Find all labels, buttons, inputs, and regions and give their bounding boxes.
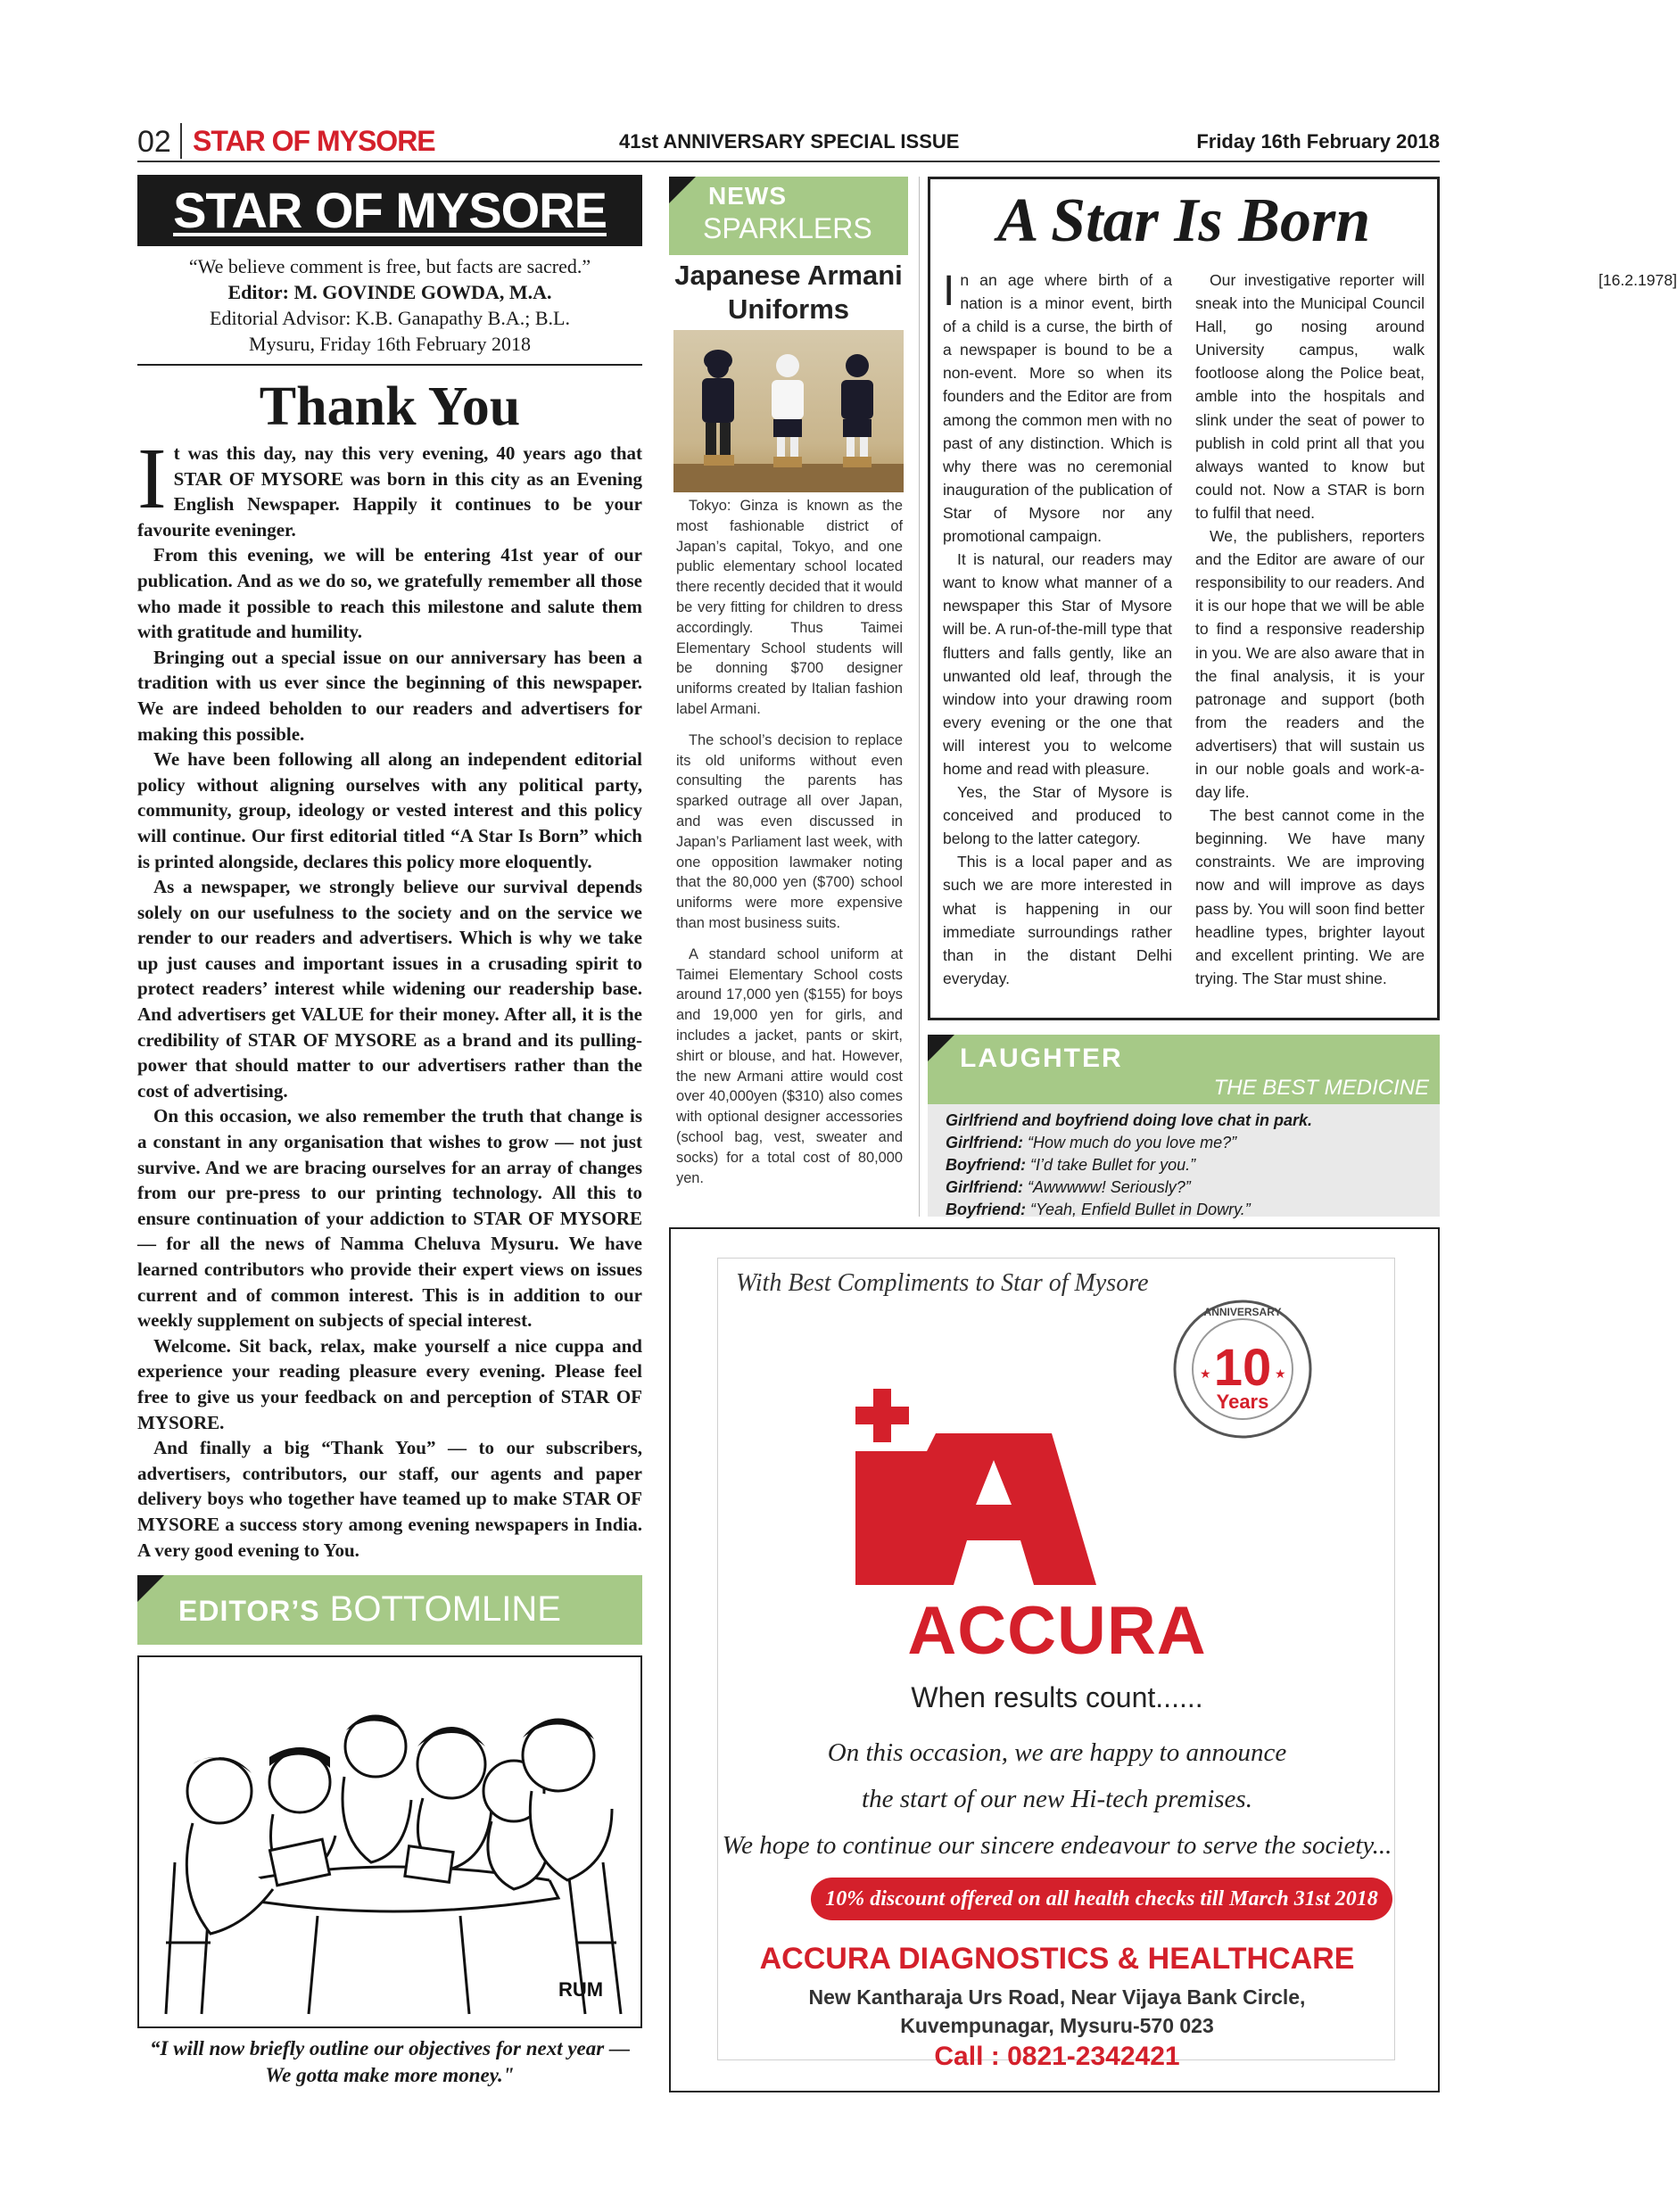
- header-brand: STAR OF MYSORE: [193, 125, 435, 157]
- ad-phone: Call : 0821-2342421: [934, 2042, 1180, 2071]
- advertisement-frame: [669, 1227, 1440, 2092]
- svg-text:★: ★: [1200, 1368, 1211, 1382]
- first-editorial-lead: n an age where birth of a nation is a minor event, birth of a child is a curse, the birth of a newspaper is bound to be a non-event. More so when its founders and the Editor are from among the common men with no past of any distinction. Which is why there was no ceremonial inauguration of the publication of Star of Mysore nor any promotional campaign.: [943, 271, 1172, 546]
- issue-date: Friday 16th February 2018: [1196, 130, 1440, 153]
- news-paragraph: A standard school uniform at Taimei Elementary School costs around 17,000 yen ($155) for boys and 19,000 yen for girls, and includes a jacket, pants or skirt, shirt or blouse, and hat. However, the new Armani attire would cost over 40,000yen ($310) also comes with optional designer accessories (school bag, vest, sweater and socks) for a total cost of 80,000 yen.: [676, 945, 903, 1186]
- dateline: Mysuru, Friday 16th February 2018: [249, 333, 531, 355]
- editor-line: Editor: M. GOVINDE GOWDA, M.A.: [227, 281, 552, 303]
- editorial-paragraph: Welcome. Sit back, relax, make yourself a nice cuppa and experience your reading pleasure every evening. Please feel free to give us your feedback on and perception of STAR OF MYSORE.: [137, 1334, 642, 1433]
- news-sparklers-banner: [669, 177, 908, 255]
- first-editorial-paragraph: Yes, the Star of Mysore is conceived and produced to belong to the latter category.: [943, 783, 1172, 848]
- ad-address-line: Kuvempunagar, Mysuru-570 023: [900, 2014, 1214, 2037]
- editorial-cartoon: [137, 1655, 642, 2028]
- joke-speaker: Girlfriend:: [946, 1178, 1024, 1196]
- editorial-paragraph: On this occasion, we also remember the truth that change is a constant in any organisation that wishes to grow — not just survive. And we are bracing ourselves for an array of changes from our pre-press to our printing technology. All this to ensure continuation of your addiction to STAR OF MYSORE — for all the news of Namma Cheluva Mysuru. We have learned contributors who provide their expert views on issues current and of common interest. This is in addition to our weekly supplement on subjects of special interest.: [137, 1105, 642, 1332]
- joke-line: [946, 1132, 1422, 1154]
- cartoon-caption: “I will now briefly outline our objectives for next year — We gotta make more money.": [150, 2037, 630, 2086]
- news-headline: Japanese Armani Uniforms: [674, 260, 903, 325]
- first-editorial-title: A Star Is Born: [996, 186, 1371, 255]
- advisor-line: Editorial Advisor: K.B. Ganapathy B.A.; B.L.: [210, 307, 570, 329]
- page-number: 02: [137, 125, 171, 159]
- first-editorial-paragraph: This is a local paper and as such we are more interested in what is happening in our immediate surroundings rather than in the distant Delhi everyday.: [943, 853, 1172, 987]
- mannequins-illustration: [673, 330, 904, 492]
- news-banner-bold: NEWS: [708, 182, 787, 210]
- joke-text: “How much do you love me?”: [1028, 1134, 1237, 1151]
- news-banner-text: SPARKLERS: [703, 212, 872, 244]
- editorial-lead: t was this day, nay this very evening, 40 years ago that STAR OF MYSORE was born in this city as an Evening English Newspaper. Happily it continues to be your favourite eveninger.: [137, 442, 642, 541]
- joke-line: [946, 1154, 1422, 1176]
- first-editorial-paragraph: The best cannot come in the beginning. We have many constraints. We are improving now and will improve as days pass by. You will soon find better headline types, brighter layout and excellent printing. We are trying. The Star must shine.: [1195, 806, 1425, 987]
- bottomline-banner: [137, 1575, 642, 1645]
- first-editorial-body: [943, 268, 1677, 1009]
- editorial-paragraph: And finally a big “Thank You” — to our subscribers, advertisers, contributors, our staff, our agents and paper delivery boys who together have teamed up to make STAR OF MYSORE a success story among evening newspapers in India. A very good evening to You.: [137, 1437, 642, 1561]
- ad-tagline: [718, 1681, 1396, 1714]
- editorial-dropcap: I: [137, 431, 167, 527]
- laughter-banner: [928, 1035, 1440, 1104]
- first-editorial-box: [928, 177, 1677, 1020]
- joke-intro: Girlfriend and boyfriend doing love chat in park.: [946, 1111, 1313, 1129]
- motto: “We believe comment is free, but facts are sacred.”: [188, 255, 591, 277]
- advertisement: [717, 1258, 1395, 2071]
- laughter-banner-subtitle: THE BEST MEDICINE: [1213, 1076, 1429, 1100]
- ad-announcement: [718, 1729, 1396, 1869]
- joke-text: “Yeah, Enfield Bullet in Dowry.”: [1030, 1201, 1251, 1218]
- page-header: [137, 123, 1440, 162]
- editorial-paragraph: From this evening, we will be entering 41st year of our publication. And as we do so, we gratefully remember all those who made it possible to reach this milestone and salute them with gratitude and humility.: [137, 544, 642, 643]
- discount-pill: 10% discount offered on all health checks till March 31st 2018: [811, 1878, 1392, 1920]
- joke-line: [946, 1199, 1422, 1221]
- masthead-title: STAR OF MYSORE: [173, 182, 607, 238]
- editorial-paragraph: Bringing out a special issue on our anniversary has been a tradition with us ever since the beginning of this newspaper. We are indeed beholden to our readers and advertisers for making this possible.: [137, 646, 642, 745]
- ad-announcement-line: On this occasion, we are happy to announce: [827, 1738, 1287, 1767]
- news-paragraph: Tokyo: Ginza is known as the most fashionable district of Japan’s capital, Tokyo, and one public elementary school located there recently decided that it would be very fitting for children to dress accordingly. Thus Taimei Elementary School students will be donning $700 designer uniforms created by Italian fashion label Armani.: [676, 498, 903, 717]
- issue-label: 41st ANNIVERSARY SPECIAL ISSUE: [619, 130, 960, 153]
- joke-line: [946, 1176, 1422, 1199]
- ad-brand: ACCURA: [907, 1593, 1207, 1669]
- joke-speaker: Boyfriend:: [946, 1201, 1026, 1218]
- joke-speaker: Girlfriend:: [946, 1134, 1024, 1151]
- cartoon-drawing: [139, 1657, 640, 2026]
- seal-word: Years: [1216, 1391, 1269, 1413]
- news-body: [676, 496, 903, 1199]
- svg-text:★: ★: [1275, 1368, 1286, 1382]
- editorial-paragraph: We have been following all along an independent editorial policy without aligning ourselves with any political party, community, group, ideology or vested interest and this policy will continue. Our first editorial titled “A Star Is Born” which is printed alongside, declares this policy more eloquently.: [137, 748, 642, 872]
- first-editorial-date: [16.2.1978]: [1598, 271, 1677, 289]
- corner-triangle-icon: [669, 177, 696, 203]
- masthead-info: [137, 253, 642, 357]
- anniversary-seal-icon: [1171, 1298, 1314, 1440]
- bottomline-banner-bold: EDITOR’S: [178, 1595, 320, 1627]
- joke-text: “Awwwww! Seriously?”: [1028, 1178, 1191, 1196]
- editorial-title: Thank You: [259, 376, 521, 437]
- editorial-body: [137, 431, 642, 1563]
- corner-triangle-icon: [928, 1035, 954, 1061]
- ad-announcement-line: We hope to continue our sincere endeavour to serve the society...: [722, 1831, 1392, 1860]
- joke-text: “I’d take Bullet for you.”: [1030, 1156, 1196, 1174]
- laughter-banner-title: LAUGHTER: [960, 1044, 1123, 1073]
- header-divider: [180, 123, 182, 159]
- masthead: [137, 175, 642, 246]
- masthead-rule: [137, 364, 642, 366]
- ad-address: [718, 1983, 1396, 2040]
- news-paragraph: The school’s decision to replace its old uniforms without even consulting the parents has sparked outrage all over Japan, and was even discussed in Japan’s Parliament last week, with one opposition lawmaker noting that the 80,000 yen ($700) school uniforms were more expensive than most business suits.: [676, 731, 903, 931]
- column-rule: [919, 177, 920, 1217]
- cartoon-signature: RUM: [558, 1978, 604, 2001]
- joke-speaker: Boyfriend:: [946, 1156, 1026, 1174]
- joke-box: [928, 1104, 1440, 1217]
- ad-address-line: New Kantharaja Urs Road, Near Vijaya Bank Circle,: [808, 1985, 1306, 2009]
- corner-triangle-icon: [137, 1575, 164, 1602]
- first-editorial-dropcap: I: [943, 268, 955, 315]
- ad-compliments: With Best Compliments to Star of Mysore: [736, 1269, 1149, 1297]
- first-editorial-paragraph: It is natural, our readers may want to know what manner of a newspaper this Star of Mysore will be. A run-of-the-mill type that flutters and falls gently, like an unwanted old leaf, through the window into your drawing room every evening or the one that will interest you to welcome home and read with pleasure.: [943, 550, 1172, 778]
- first-editorial-lead-paragraph: [943, 268, 1172, 548]
- first-editorial-paragraph: We, the publishers, reporters and the Editor are aware of our responsibility to our readers. And it is our hope that we will be able to find a responsive readership in you. We are also aware that in the final analysis, it is your patronage and support (both from the readers and the advertisers) that will sustain us in our noble goals and work-a-day life.: [1195, 527, 1425, 802]
- editorial-lead-paragraph: [137, 431, 642, 542]
- ad-tagline-text: When results count......: [911, 1681, 1203, 1713]
- ad-company-name: ACCURA DIAGNOSTICS & HEALTHCARE: [759, 1942, 1355, 1976]
- seal-number: 10: [1213, 1339, 1272, 1397]
- bottomline-banner-text: BOTTOMLINE: [329, 1589, 561, 1629]
- uniform-photo: [673, 330, 904, 492]
- editorial-paragraph: As a newspaper, we strongly believe our survival depends solely on our usefulness to the society and on the service we render to our readers and advertisers. Which is why we take up just causes and important issues in a crusading spirit to protect readers’ interest while widening our readership base. And advertisers get VALUE for their money. After all, it is the credibility of STAR OF MYSORE as a brand and its pulling-power that should matter to our advertisers rather than the cost of advertising.: [137, 876, 642, 1102]
- ad-announcement-line: the start of our new Hi-tech premises.: [862, 1785, 1252, 1813]
- seal-ring-text: ANNIVERSARY: [1203, 1306, 1282, 1318]
- first-editorial-paragraph: Our investigative reporter will sneak into the Municipal Council Hall, go nosing around University campus, walk footloose along the Police beat, amble into the hospitals and slink under the seat of power to publish in cold print all that you always wanted to know but could not. Now a STAR is born to fulfil that need.: [1195, 271, 1425, 522]
